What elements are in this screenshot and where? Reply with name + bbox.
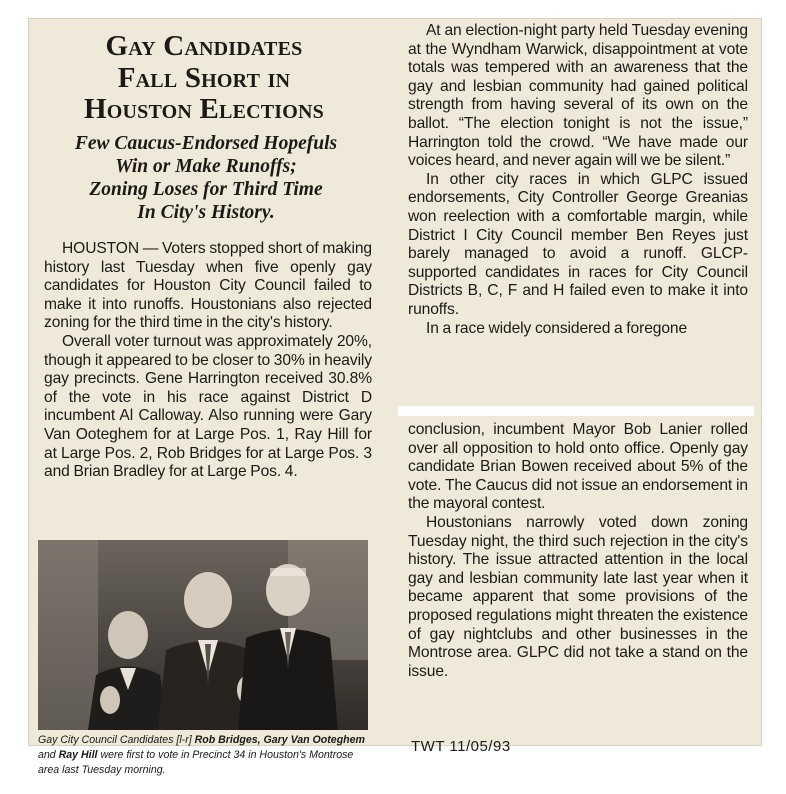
subheadline (44, 132, 368, 224)
article-paragraph: Overall voter turnout was approximately 20%, though it appeared to be closer to 30% in heavily gay precincts. Gene Harrington received 30.8% of the vote in his race against District D incumbent Al Calloway. Also running were Gary Van Ooteghem for at Large Pos. 1, Ray Hill for at Large Pos. 2, Rob Bridges for at Large Pos. 3 and Brian Bradley for at Large Pos. 4. (44, 332, 372, 481)
article-paragraph: At an election-night party held Tuesday evening at the Wyndham Warwick, disappointment at vote totals was tempered with an awareness that the gay and lesbian community had gained political strength from having several of its own on the ballot. “The election tonight is not the issue,” Harrington told the crowd. “We have made our voices heard, and never again will we be silent.” (408, 22, 748, 170)
caption-tail: were first to vote in Precinct 34 in Houston's Montrose area last Tuesday morning. (38, 749, 354, 776)
caption-conjunction: and (38, 749, 56, 761)
headline-line-2: Fall Short in (117, 61, 291, 94)
subheadline-line-1: Few Caucus-Endorsed Hopefuls (74, 133, 338, 154)
article-paragraph: HOUSTON — Voters stopped short of making history last Tuesday when five openly gay candidates for Houston City Council failed to make it into runoffs. Houstonians also rejected zoning for the third time in the city's history. (44, 240, 372, 332)
candidates-photo (38, 540, 368, 730)
candidates-photo-illustration (38, 540, 368, 730)
caption-names-secondary: Ray Hill (58, 749, 98, 761)
photo-caption (38, 733, 368, 778)
subheadline-line-3: Zoning Loses for Third Time (89, 179, 323, 200)
subheadline-line-2: Win or Make Runoffs; (115, 156, 297, 177)
right-column-top (408, 22, 748, 338)
right-column-bottom (408, 421, 748, 681)
subheadline-line-4: In City's History. (137, 202, 275, 223)
headline-line-1: Gay Candidates (105, 30, 303, 62)
headline-line-3: Houston Elections (83, 93, 325, 125)
clipping-seam (398, 406, 754, 416)
article-paragraph: Houstonians narrowly voted down zoning Tuesday night, the third such rejection in the city's history. The issue attracted attention in the local gay and lesbian community late last year when it became apparent that some provisions of the proposed regulations might threaten the existence of gay nightclubs and other businesses in the Montrose area. GLPC did not take a stand on the issue. (408, 513, 748, 680)
caption-names-primary: Rob Bridges, Gary Van Ooteghem (194, 734, 365, 746)
headline (44, 31, 364, 126)
caption-lead: Gay City Council Candidates [l-r] (38, 734, 192, 746)
article-paragraph: conclusion, incumbent Mayor Bob Lanier rolled over all opposition to hold onto office. Openly gay candidate Brian Bowen received about 5% of the vote. The Caucus did not issue an endorsement in the mayoral contest. (408, 421, 748, 513)
publication-dateline: TWT 11/05/93 (411, 738, 511, 755)
article-paragraph: In a race widely considered a foregone (426, 319, 688, 337)
left-column (44, 240, 372, 482)
article-paragraph: In other city races in which GLPC issued endorsements, City Controller George Greanias won reelection with a comfortable margin, while District I City Council member Ben Reyes just barely managed to avoid a runoff. GLCP-supported candidates in races for City Council Districts B, C, F and H failed even to make it into runoffs. (408, 170, 748, 318)
